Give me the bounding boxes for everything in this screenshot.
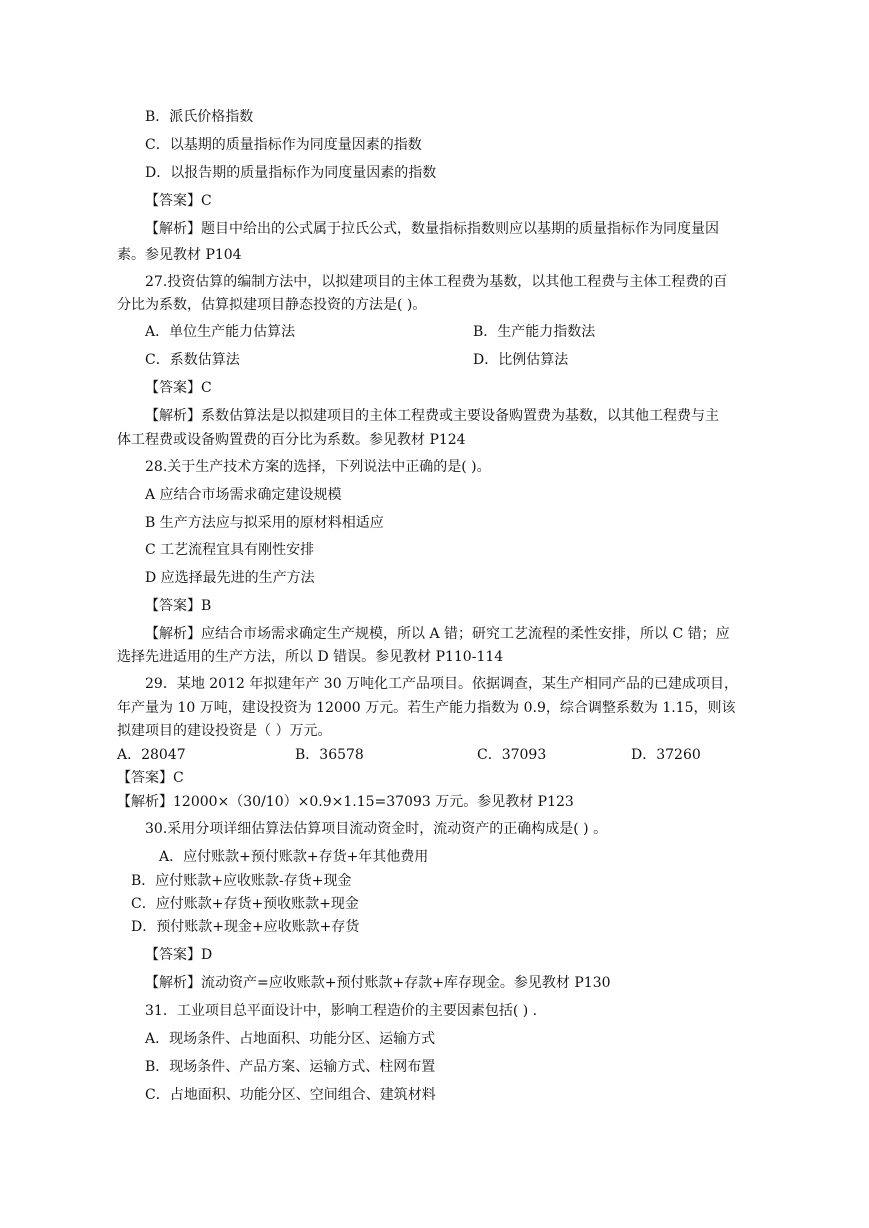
question-line: 28.关于生产技术方案的选择，下列说法中正确的是( )。	[145, 459, 491, 475]
option-line: B．应付账款+应收账款-存货+现金	[131, 873, 352, 889]
question-line: 27.投资估算的编制方法中，以拟建项目的主体工程费为基数，以其他工程费与主体工程费的百	[145, 274, 728, 290]
option-line: A．应付账款+预付账款+存货+年其他费用	[159, 849, 429, 865]
option-line: C．37093	[477, 747, 547, 763]
question-line: 29．某地 2012 年拟建年产 30 万吨化工产品项目。依据调查，某生产相同产品的已建成项目，	[145, 676, 739, 692]
question-line: 31．工业项目总平面设计中，影响工程造价的主要因素包括( ) .	[145, 1003, 538, 1019]
explanation-line: 【解析】系数估算法是以拟建项目的主体工程费或主要设备购置费为基数，以其他工程费与主	[145, 408, 719, 424]
option-line: D．比例估算法	[473, 352, 569, 368]
option-line: A．28047	[117, 747, 186, 763]
option-line: B 生产方法应与拟采用的原材料相适应	[145, 515, 384, 531]
question-line: 分比为系数，估算拟建项目静态投资的方法是( )。	[117, 297, 427, 313]
explanation-line: 【解析】流动资产=应收账款+预付账款+存款+库存现金。参见教材 P130	[145, 975, 611, 991]
option-line: B．36578	[295, 747, 364, 763]
question-line: 年产量为 10 万吨，建设投资为 12000 万元。若生产能力指数为 0.9，综合调整系数为 1.15，则该	[117, 700, 736, 716]
option-line: D 应选择最先进的生产方法	[145, 570, 315, 586]
option-line: C．以基期的质量指标作为同度量因素的指数	[145, 137, 422, 153]
answer-line: 【答案】D	[145, 947, 213, 963]
option-line: A 应结合市场需求确定建设规模	[145, 487, 342, 503]
answer-line: 【答案】B	[145, 598, 212, 614]
answer-line: 【答案】C	[145, 380, 212, 396]
option-line: D．以报告期的质量指标作为同度量因素的指数	[145, 165, 437, 181]
option-line: D．37260	[631, 747, 701, 763]
explanation-line: 选择先进适用的生产方法，所以 D 错误。参见教材 P110-114	[117, 649, 504, 665]
explanation-line: 素。参见教材 P104	[117, 247, 242, 263]
explanation-line: 【解析】12000×（30/10）×0.9×1.15=37093 万元。参见教材 P123	[117, 794, 574, 810]
explanation-line: 【解析】题目中给出的公式属于拉氏公式，数量指标指数则应以基期的质量指标作为同度量因	[145, 221, 719, 237]
explanation-line: 体工程费或设备购置费的百分比为系数。参见教材 P124	[117, 432, 466, 448]
option-line: A．现场条件、占地面积、功能分区、运输方式	[145, 1031, 436, 1047]
question-line: 拟建项目的建设投资是（ ）万元。	[117, 723, 332, 739]
option-line: B．派氏价格指数	[145, 109, 254, 125]
answer-line: 【答案】C	[117, 770, 184, 786]
option-line: C．应付账款+存货+预收账款+现金	[131, 896, 359, 912]
option-line: B．现场条件、产品方案、运输方式、柱网布置	[145, 1059, 436, 1075]
option-line: C．占地面积、功能分区、空间组合、建筑材料	[145, 1087, 436, 1103]
answer-line: 【答案】C	[145, 193, 212, 209]
option-line: A．单位生产能力估算法	[145, 324, 296, 340]
option-line: D．预付账款+现金+应收账款+存货	[131, 919, 360, 935]
option-line: B．生产能力指数法	[473, 324, 596, 340]
question-line: 30.采用分项详细估算法估算项目流动资金时，流动资产的正确构成是( ) 。	[145, 821, 608, 837]
option-line: C．系数估算法	[145, 352, 240, 368]
explanation-line: 【解析】应结合市场需求确定生产规模，所以 A 错；研究工艺流程的柔性安排，所以 C 错；应	[145, 626, 730, 642]
option-line: C 工艺流程宜具有刚性安排	[145, 542, 315, 558]
